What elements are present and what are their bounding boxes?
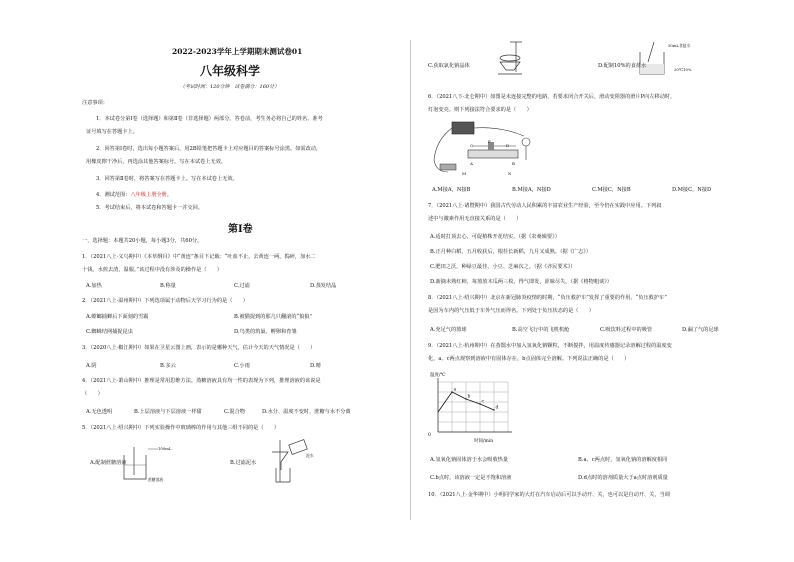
q5-option-c[interactable]: C.获取氯化钠晶体: [428, 63, 470, 69]
circuit-label-p: P: [488, 139, 491, 144]
chart-ylabel: 温度/℃: [430, 373, 446, 378]
chart-origin: 0: [428, 433, 431, 438]
point-label-b: b: [467, 394, 471, 400]
q5-option-a[interactable]: A.配制蔗糖溶液: [90, 460, 127, 466]
column-divider: [410, 40, 411, 520]
q3-option-a[interactable]: A.阴: [86, 363, 97, 369]
note-4-suffix: 。: [166, 192, 172, 198]
q1-option-a[interactable]: A.加热: [86, 283, 102, 289]
q3-stem: 3．（2020八上·椒江期中）如果在卫星云图上画，表示的是哪种天气，估计今天的天气情况是（ ）: [82, 345, 316, 351]
circuit-figure: [430, 120, 540, 180]
q2-option-a[interactable]: A.螳螂捕蝉后下面刻的雪霸: [86, 314, 149, 320]
point-label-c: c: [481, 399, 485, 405]
q4-option-c[interactable]: C.混合物: [224, 409, 245, 415]
q7-option-d[interactable]: D.新摘未熟红柿，每篮放木瓜两三枚，得气即发，涩味尽失。（据《格物粗谈》）: [430, 279, 612, 285]
q1-line1: 1．（2021八上·义乌期中）《本草纲目》中“黄连”条目下记载：“吐血不止，去黄连一两，捣碎，加水二: [82, 254, 316, 260]
q6-option-d[interactable]: D.M接C，N接D: [672, 187, 712, 193]
q7-option-b[interactable]: B.正月种白稻，五月收获后，根茬长新稻，九月又成熟。（据《广志》）: [430, 249, 592, 255]
q5-label-sugar: 蔗糖溶液: [148, 477, 164, 482]
q1-option-c[interactable]: C.过滤: [234, 283, 250, 289]
q5-stem: 5．（2021八上·绍兴期中）下列实验操作中玻璃棒的作用与其他三组不同的是（ ）: [82, 425, 280, 431]
section-intro: 一、选择题：本题共20小题，每小题3分，共60分。: [82, 238, 203, 244]
note-4-range: 八年级上册全册: [130, 192, 167, 198]
q5-option-b[interactable]: B.过滤泥水: [230, 460, 257, 466]
q6-line2: 灯泡变亮。则下列接法符合要求的是（ ）: [428, 107, 532, 113]
q8-line2: 是因为车内的气压低于车外气压而得名。下列处于负压状态的是（ ）: [428, 308, 595, 314]
q5-label-salt: 50mL食盐水: [668, 43, 691, 48]
q1-option-b[interactable]: B.称量: [160, 283, 176, 289]
q6-option-a[interactable]: A.M接A，N接B: [432, 187, 471, 193]
note-4: [96, 192, 172, 199]
note-5: 5．考试结束后，将本试卷和答题卡一并交回。: [96, 205, 204, 211]
q9-line1: 9．（2021八上·杭州期中）在蒸馏水中加入氢氧化钠颗粒，不断搅拌，用温度传感器记录溶解过程的温度变: [428, 343, 672, 349]
q5-option-d[interactable]: D.配制10%的食盐水: [598, 63, 647, 69]
note-1a: 1．本试卷分第Ⅰ卷（选择题）和第Ⅱ卷（非选择题）两部分。答卷前，考生务必将自己的姓名、准考: [96, 116, 323, 122]
circuit-label-d: D: [506, 143, 510, 148]
q3-option-c[interactable]: C.小雨: [234, 363, 250, 369]
q6-line1: 6．（2021八下·北仑期中）如图是未连接完整的电路，若要求闭合开关后，滑动变阻器的滑片P向左移动时，: [428, 94, 676, 100]
note-1b: 证号填写在答题卡上。: [86, 129, 138, 135]
temperature-chart: [434, 380, 514, 436]
q9-option-c[interactable]: C.b点时，该溶液一定是不饱和溶液: [430, 475, 512, 481]
circuit-label-c: C: [470, 143, 474, 148]
q9-option-d[interactable]: D.d点时的溶剂质量大于a点时溶剂质量: [578, 475, 668, 481]
section-title: 第Ⅰ卷: [228, 224, 253, 235]
q7-line1: 7．（2021八上·诸暨期中）我国古代劳动人民积累的丰富农业生产经验，至今仍在实践中应用。下列叙: [428, 203, 662, 209]
note-4-prefix: 4．测试范围：: [96, 192, 131, 198]
q10-stem: 10．（2021八上·金华期中）小明同学家的大灯在汽车启动后可以手动开、关，也可以是自动开、关，当调: [428, 492, 670, 498]
q8-option-c[interactable]: C.吸饮料过程中的吸管: [600, 327, 653, 333]
point-label-d: d: [495, 405, 499, 411]
data-point-c: [479, 403, 480, 404]
q3-option-d[interactable]: D.晴: [310, 363, 321, 369]
q6-option-b[interactable]: B.M接A，N接D: [512, 187, 551, 193]
q7-line2: 述中与激素作用无直接关系的是（ ）: [428, 216, 522, 222]
evaporation-figure: [492, 40, 532, 80]
data-point-a: [451, 391, 452, 392]
q5-label-conc: 20℃10%: [674, 67, 692, 72]
q8-line1: 8．（2021八上·绍兴期中）北京在新冠肺炎疫情的时期，“负压救护车”发挥了重要的作用。“负压救护车”: [428, 295, 667, 301]
circuit-label-b: B: [512, 161, 515, 166]
q4-option-d[interactable]: D.水分、温度不变时，蔗糖与水不分离: [262, 409, 351, 415]
q9-option-a[interactable]: A.氢氧化钠固体溶于水会吸收热量: [430, 457, 509, 463]
q2-option-d[interactable]: D.鸟类的筑巢、孵卵和育雏: [234, 329, 297, 335]
note-2b: 用橡皮擦干净后，再选涂其他答案标号。写在本试卷上无效。: [86, 159, 227, 165]
q6-option-c[interactable]: C.M接C，N接B: [592, 187, 631, 193]
exam-info: （考试时间：120分钟 试卷满分：160分）: [180, 84, 280, 90]
q2-option-b[interactable]: B.被猫捉到的那几只翻滚的“狼狼”: [234, 314, 313, 320]
q8-option-d[interactable]: D.漏了气的足球: [682, 327, 719, 333]
circuit-label-m: M: [462, 171, 467, 176]
q2-stem: 2．（2021八上·温州期中）下列选项属于动物后天学习行为的是（ ）: [82, 298, 248, 304]
q4-paren: （ ）: [82, 391, 103, 397]
data-point-d: [493, 409, 494, 410]
q5-label-volume: 100mL: [158, 446, 172, 451]
q8-option-a[interactable]: A.充足气的篮球: [430, 327, 467, 333]
q9-option-b[interactable]: B.a、c两点时，氢氧化钠的溶解度相同: [578, 457, 668, 463]
q5-label-mud: 泥水: [306, 453, 314, 458]
circuit-label-a: A: [470, 161, 473, 166]
q7-option-c[interactable]: C.肥田之沃，种绿豆最佳，小豆、芝麻次之。（据《齐民要术》）: [430, 264, 576, 270]
q1-option-d[interactable]: D.蒸发结晶: [310, 283, 337, 289]
q2-option-c[interactable]: C.蜘蛛结网捕捉昆虫: [86, 329, 133, 335]
q1-line2: 十钱，水煎去渣，温服。”该过程中没有涉及的操作是（ ）: [82, 267, 223, 273]
q3-option-b[interactable]: B.多云: [160, 363, 176, 369]
q9-line2: 化，a、c两点观察到溶液中有固体存在，b点固体完全溶解。下列说法正确的是（ ）: [428, 356, 630, 362]
chart-xlabel: 时间/min: [474, 439, 494, 444]
circuit-label-n: N: [508, 171, 512, 176]
point-label-a: a: [453, 387, 457, 393]
note-3: 3．回答第Ⅱ卷时，将答案写在答题卡上。写在本试卷上无效。: [96, 176, 238, 182]
q4-option-a[interactable]: A.无色透明: [86, 409, 113, 415]
filtration-figure: [268, 438, 318, 484]
q8-option-b[interactable]: B.高空飞行中的飞机机舱: [512, 327, 570, 333]
q4-stem: 4．（2021八上·萧山期中）推理是常用思维方法。蒸糖溶液具有均一性的表现为下列，推理溶液的该说是: [82, 378, 321, 384]
subject-title: 八年级科学: [200, 64, 261, 78]
q4-option-b[interactable]: B.上层溶液与下层溶液一样甜: [134, 409, 202, 415]
exam-title: 2022-2023学年上学期期末测试卷01: [172, 47, 303, 56]
data-point-b: [465, 398, 466, 399]
q7-option-a[interactable]: A.适时打顶去心，可促植株开花结实。（据《农桑辑要》）: [430, 234, 560, 240]
note-2a: 2．回答第Ⅰ卷时，选出每小题答案后，用2B铅笔把答题卡上对应题目的答案标号涂黑。如需改动，: [96, 146, 322, 152]
notes-heading: 注意事项：: [82, 100, 108, 106]
